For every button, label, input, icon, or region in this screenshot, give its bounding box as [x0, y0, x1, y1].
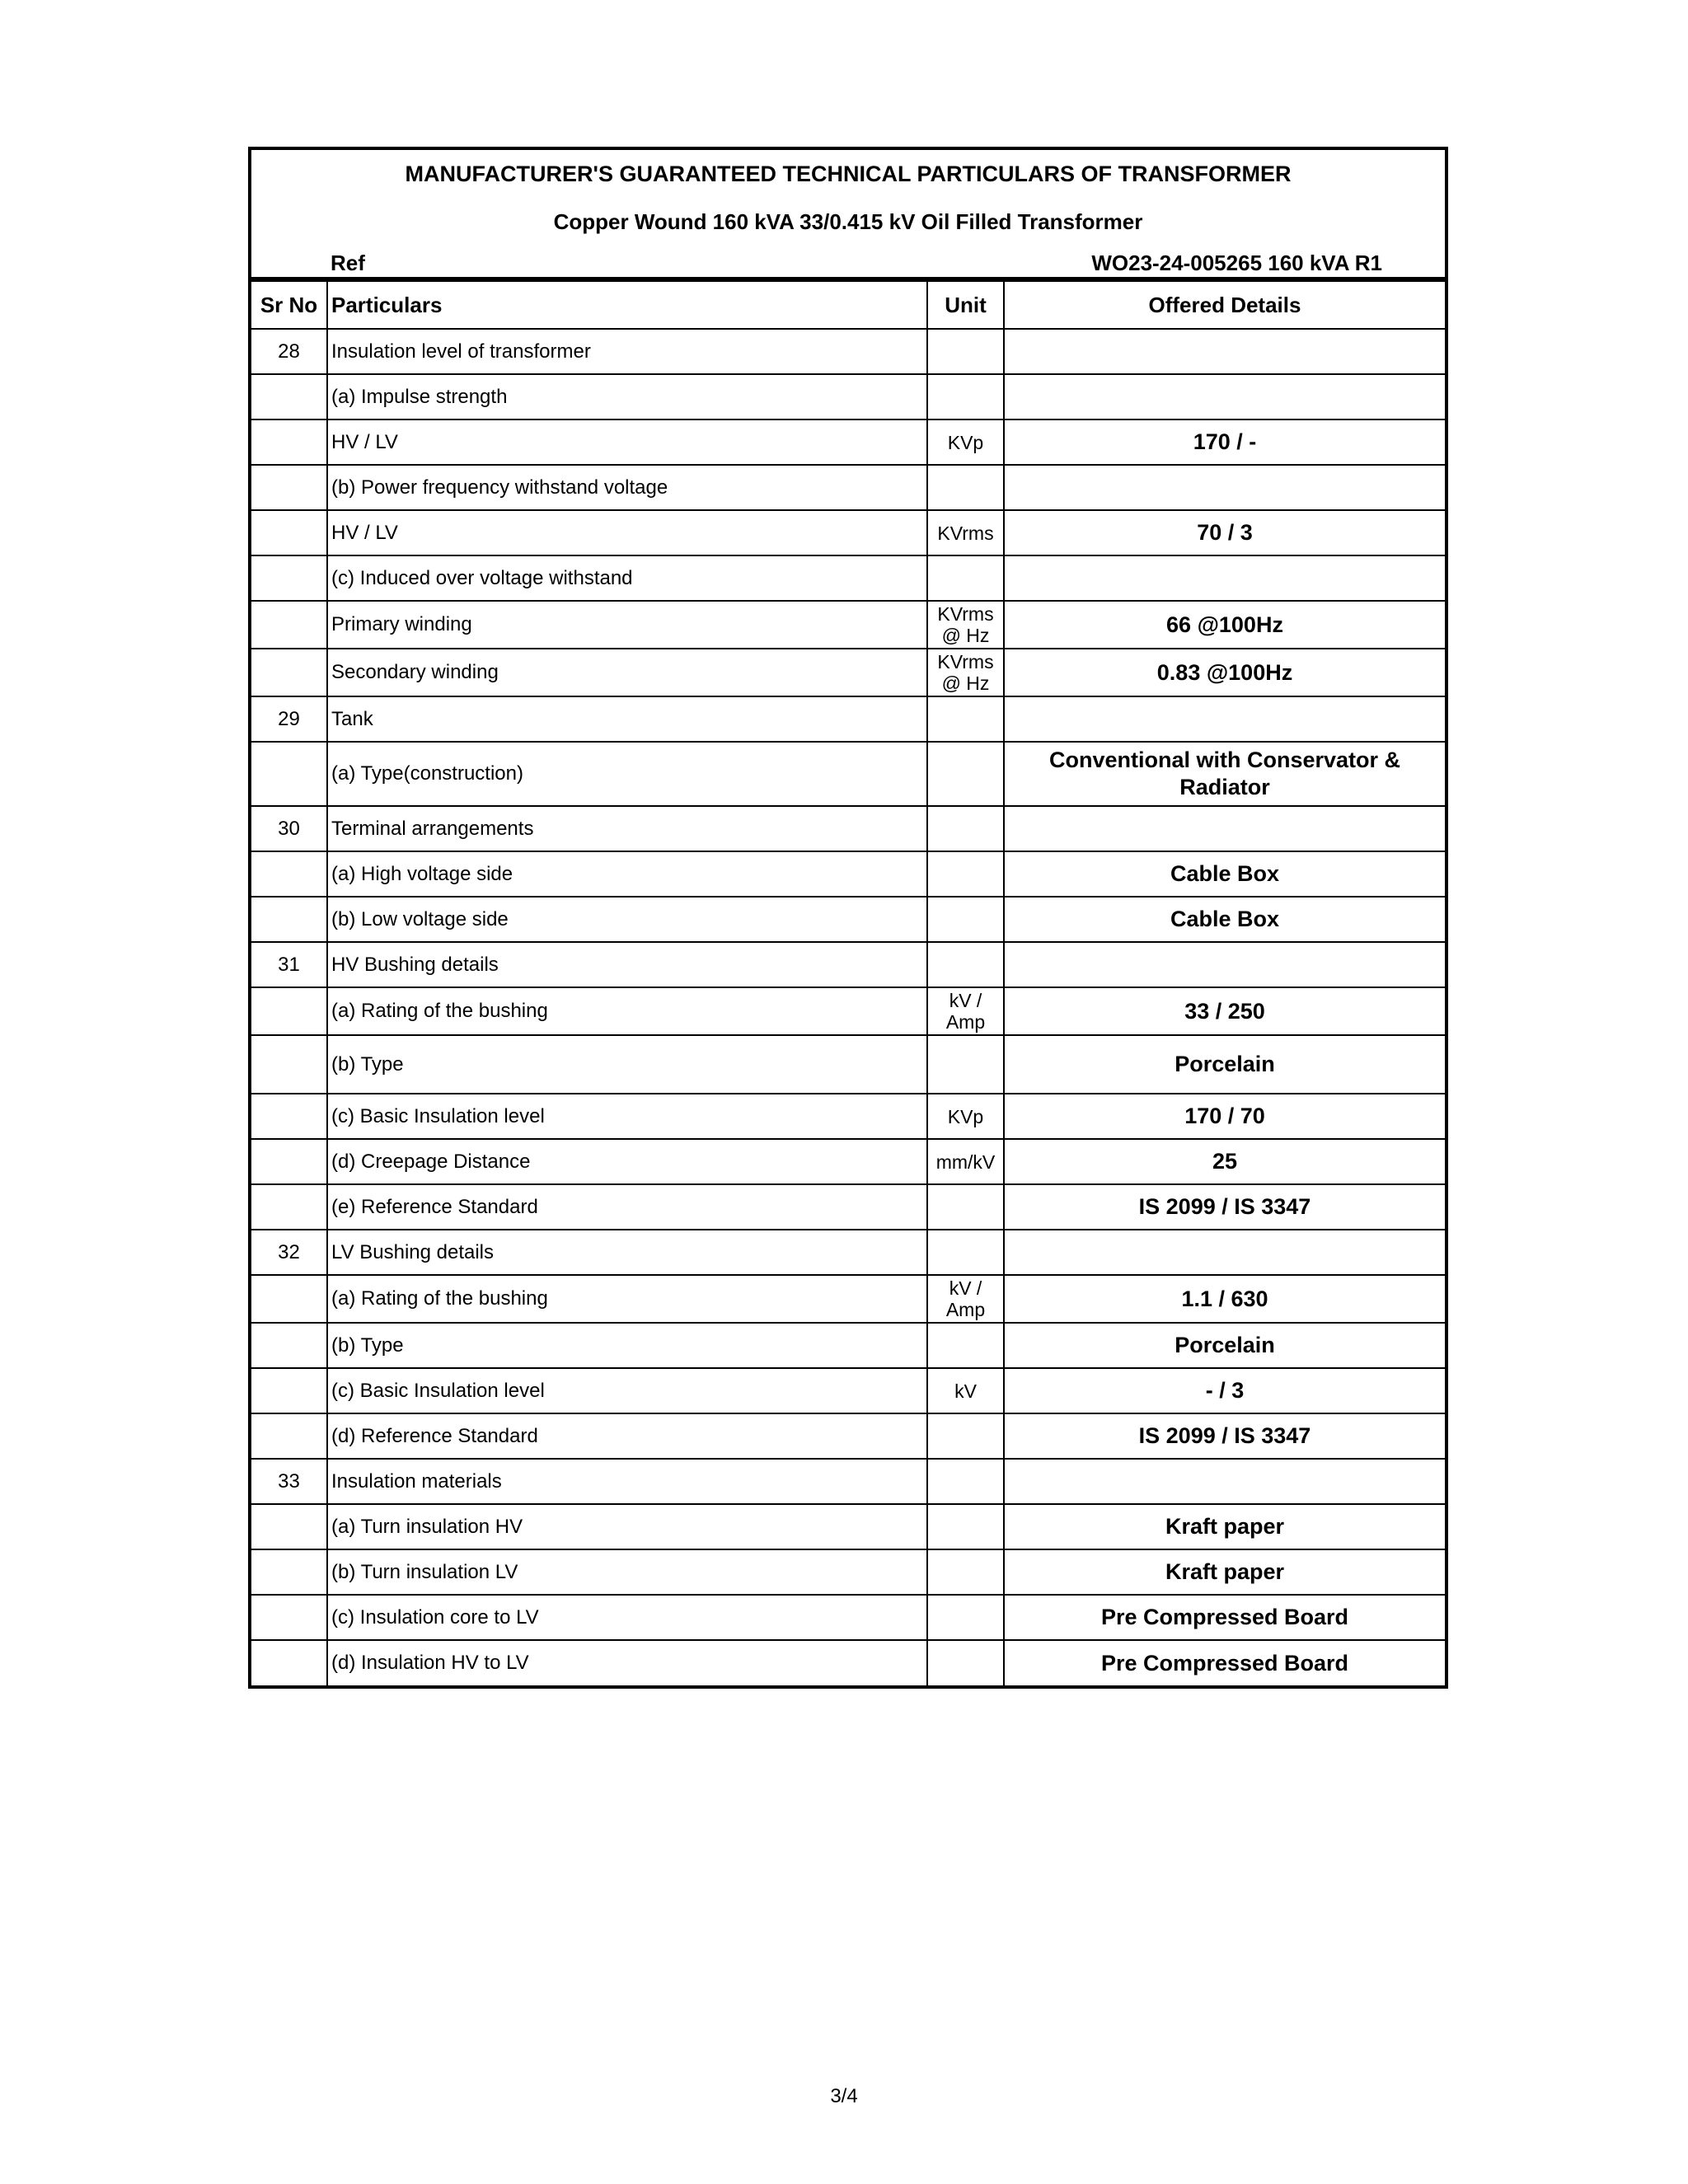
document-subtitle: Copper Wound 160 kVA 33/0.415 kV Oil Filled Transformer — [553, 209, 1143, 234]
row-offered-details: Porcelain — [1004, 1035, 1445, 1094]
row-offered-details: 1.1 / 630 — [1004, 1275, 1445, 1323]
table-row — [251, 1640, 1445, 1685]
row-sr-no — [251, 510, 327, 555]
row-unit: KVp — [927, 1094, 1004, 1139]
row-sr-no — [251, 374, 327, 419]
table-row — [251, 419, 1445, 465]
row-sr-no — [251, 742, 327, 806]
table-row — [251, 1184, 1445, 1230]
table-row — [251, 1323, 1445, 1368]
row-unit — [927, 374, 1004, 419]
row-offered-details — [1004, 374, 1445, 419]
row-unit: kV — [927, 1368, 1004, 1413]
table-row — [251, 1230, 1445, 1275]
row-sr-no — [251, 1275, 327, 1323]
row-offered-details — [1004, 555, 1445, 601]
row-sr-no — [251, 1035, 327, 1094]
row-particulars: (b) Type — [327, 1323, 927, 1368]
row-particulars: (d) Insulation HV to LV — [327, 1640, 927, 1685]
row-offered-details: 0.83 @100Hz — [1004, 649, 1445, 696]
row-offered-details — [1004, 696, 1445, 742]
row-particulars: (d) Reference Standard — [327, 1413, 927, 1459]
row-unit — [927, 465, 1004, 510]
row-particulars: (b) Type — [327, 1035, 927, 1094]
ref-label: Ref — [331, 251, 365, 275]
row-offered-details — [1004, 1459, 1445, 1504]
col-header-sr-no: Sr No — [251, 281, 327, 329]
row-offered-details: Cable Box — [1004, 897, 1445, 942]
table-row — [251, 1139, 1445, 1184]
row-unit: kV / Amp — [927, 987, 1004, 1035]
row-offered-details — [1004, 1230, 1445, 1275]
row-offered-details: Cable Box — [1004, 851, 1445, 897]
document-title: MANUFACTURER'S GUARANTEED TECHNICAL PARTICULARS OF TRANSFORMER — [405, 162, 1292, 186]
row-offered-details: 66 @100Hz — [1004, 601, 1445, 649]
row-sr-no — [251, 1139, 327, 1184]
row-unit — [927, 1230, 1004, 1275]
row-particulars: (b) Power frequency withstand voltage — [327, 465, 927, 510]
technical-particulars-sheet — [248, 147, 1448, 1689]
row-sr-no: 30 — [251, 806, 327, 851]
row-unit — [927, 696, 1004, 742]
row-unit: KVp — [927, 419, 1004, 465]
row-unit: KVrms @ Hz — [927, 601, 1004, 649]
row-offered-details: Porcelain — [1004, 1323, 1445, 1368]
row-offered-details: 33 / 250 — [1004, 987, 1445, 1035]
row-particulars: (c) Basic Insulation level — [327, 1368, 927, 1413]
table-row — [251, 1275, 1445, 1323]
table-row — [251, 742, 1445, 806]
row-offered-details: - / 3 — [1004, 1368, 1445, 1413]
row-offered-details: IS 2099 / IS 3347 — [1004, 1413, 1445, 1459]
row-unit — [927, 1323, 1004, 1368]
row-particulars: (c) Induced over voltage withstand — [327, 555, 927, 601]
row-unit — [927, 942, 1004, 987]
table-row — [251, 1504, 1445, 1549]
table-row — [251, 329, 1445, 374]
row-particulars: HV Bushing details — [327, 942, 927, 987]
row-offered-details — [1004, 465, 1445, 510]
ref-value: WO23-24-005265 160 kVA R1 — [1091, 251, 1382, 275]
table-row — [251, 465, 1445, 510]
row-sr-no: 31 — [251, 942, 327, 987]
row-offered-details — [1004, 329, 1445, 374]
table-row — [251, 987, 1445, 1035]
row-unit — [927, 1184, 1004, 1230]
table-row — [251, 897, 1445, 942]
row-sr-no — [251, 1549, 327, 1595]
row-sr-no — [251, 851, 327, 897]
row-unit — [927, 851, 1004, 897]
row-particulars: (b) Turn insulation LV — [327, 1549, 927, 1595]
particulars-table — [251, 280, 1445, 1685]
row-particulars: Primary winding — [327, 601, 927, 649]
row-particulars: (a) High voltage side — [327, 851, 927, 897]
row-particulars: (a) Rating of the bushing — [327, 1275, 927, 1323]
row-sr-no — [251, 601, 327, 649]
row-offered-details: IS 2099 / IS 3347 — [1004, 1184, 1445, 1230]
row-unit — [927, 1035, 1004, 1094]
row-sr-no — [251, 1368, 327, 1413]
row-offered-details: Kraft paper — [1004, 1504, 1445, 1549]
row-sr-no — [251, 465, 327, 510]
row-unit — [927, 329, 1004, 374]
row-sr-no — [251, 1595, 327, 1640]
row-offered-details — [1004, 942, 1445, 987]
row-unit: mm/kV — [927, 1139, 1004, 1184]
row-sr-no — [251, 1640, 327, 1685]
row-offered-details: 170 / - — [1004, 419, 1445, 465]
row-offered-details: Conventional with Conservator & Radiator — [1004, 742, 1445, 806]
row-particulars: Insulation materials — [327, 1459, 927, 1504]
row-particulars: Secondary winding — [327, 649, 927, 696]
row-unit — [927, 742, 1004, 806]
row-sr-no — [251, 1184, 327, 1230]
table-row — [251, 1094, 1445, 1139]
table-row — [251, 1549, 1445, 1595]
row-unit — [927, 1549, 1004, 1595]
table-row — [251, 374, 1445, 419]
row-offered-details: Kraft paper — [1004, 1549, 1445, 1595]
row-particulars: (a) Type(construction) — [327, 742, 927, 806]
table-row — [251, 851, 1445, 897]
row-unit — [927, 897, 1004, 942]
row-particulars: Terminal arrangements — [327, 806, 927, 851]
row-offered-details: 25 — [1004, 1139, 1445, 1184]
row-particulars: (c) Insulation core to LV — [327, 1595, 927, 1640]
row-sr-no: 33 — [251, 1459, 327, 1504]
row-particulars: LV Bushing details — [327, 1230, 927, 1275]
col-header-particulars: Particulars — [327, 281, 927, 329]
row-sr-no — [251, 649, 327, 696]
row-unit — [927, 555, 1004, 601]
row-sr-no: 29 — [251, 696, 327, 742]
row-unit — [927, 1413, 1004, 1459]
table-row — [251, 649, 1445, 696]
row-sr-no: 28 — [251, 329, 327, 374]
row-particulars: (a) Turn insulation HV — [327, 1504, 927, 1549]
row-offered-details: 70 / 3 — [1004, 510, 1445, 555]
table-row — [251, 942, 1445, 987]
table-row — [251, 696, 1445, 742]
row-sr-no — [251, 1413, 327, 1459]
row-unit — [927, 1504, 1004, 1549]
row-sr-no — [251, 987, 327, 1035]
row-particulars: Tank — [327, 696, 927, 742]
table-row — [251, 1035, 1445, 1094]
col-header-unit: Unit — [927, 281, 1004, 329]
row-particulars: (c) Basic Insulation level — [327, 1094, 927, 1139]
table-row — [251, 555, 1445, 601]
table-header-row — [251, 281, 1445, 329]
row-sr-no — [251, 897, 327, 942]
row-offered-details — [1004, 806, 1445, 851]
row-particulars: Insulation level of transformer — [327, 329, 927, 374]
row-unit — [927, 1595, 1004, 1640]
page-number: 3/4 — [830, 2085, 858, 2107]
row-particulars: HV / LV — [327, 510, 927, 555]
table-body — [251, 329, 1445, 1685]
row-offered-details: Pre Compressed Board — [1004, 1595, 1445, 1640]
row-sr-no — [251, 419, 327, 465]
table-row — [251, 806, 1445, 851]
row-unit — [927, 806, 1004, 851]
row-particulars: (b) Low voltage side — [327, 897, 927, 942]
row-particulars: (a) Impulse strength — [327, 374, 927, 419]
row-unit — [927, 1640, 1004, 1685]
row-unit: kV / Amp — [927, 1275, 1004, 1323]
table-row — [251, 1413, 1445, 1459]
row-sr-no: 32 — [251, 1230, 327, 1275]
row-unit — [927, 1459, 1004, 1504]
table-row — [251, 1595, 1445, 1640]
row-offered-details: 170 / 70 — [1004, 1094, 1445, 1139]
table-row — [251, 1368, 1445, 1413]
row-unit: KVrms — [927, 510, 1004, 555]
row-particulars: (e) Reference Standard — [327, 1184, 927, 1230]
row-sr-no — [251, 1323, 327, 1368]
row-particulars: (d) Creepage Distance — [327, 1139, 927, 1184]
row-particulars: (a) Rating of the bushing — [327, 987, 927, 1035]
row-offered-details: Pre Compressed Board — [1004, 1640, 1445, 1685]
table-row — [251, 601, 1445, 649]
reference-line — [251, 246, 1445, 280]
row-sr-no — [251, 555, 327, 601]
row-sr-no — [251, 1504, 327, 1549]
table-row — [251, 1459, 1445, 1504]
row-unit: KVrms @ Hz — [927, 649, 1004, 696]
row-sr-no — [251, 1094, 327, 1139]
row-particulars: HV / LV — [327, 419, 927, 465]
col-header-offered-details: Offered Details — [1004, 281, 1445, 329]
table-row — [251, 510, 1445, 555]
